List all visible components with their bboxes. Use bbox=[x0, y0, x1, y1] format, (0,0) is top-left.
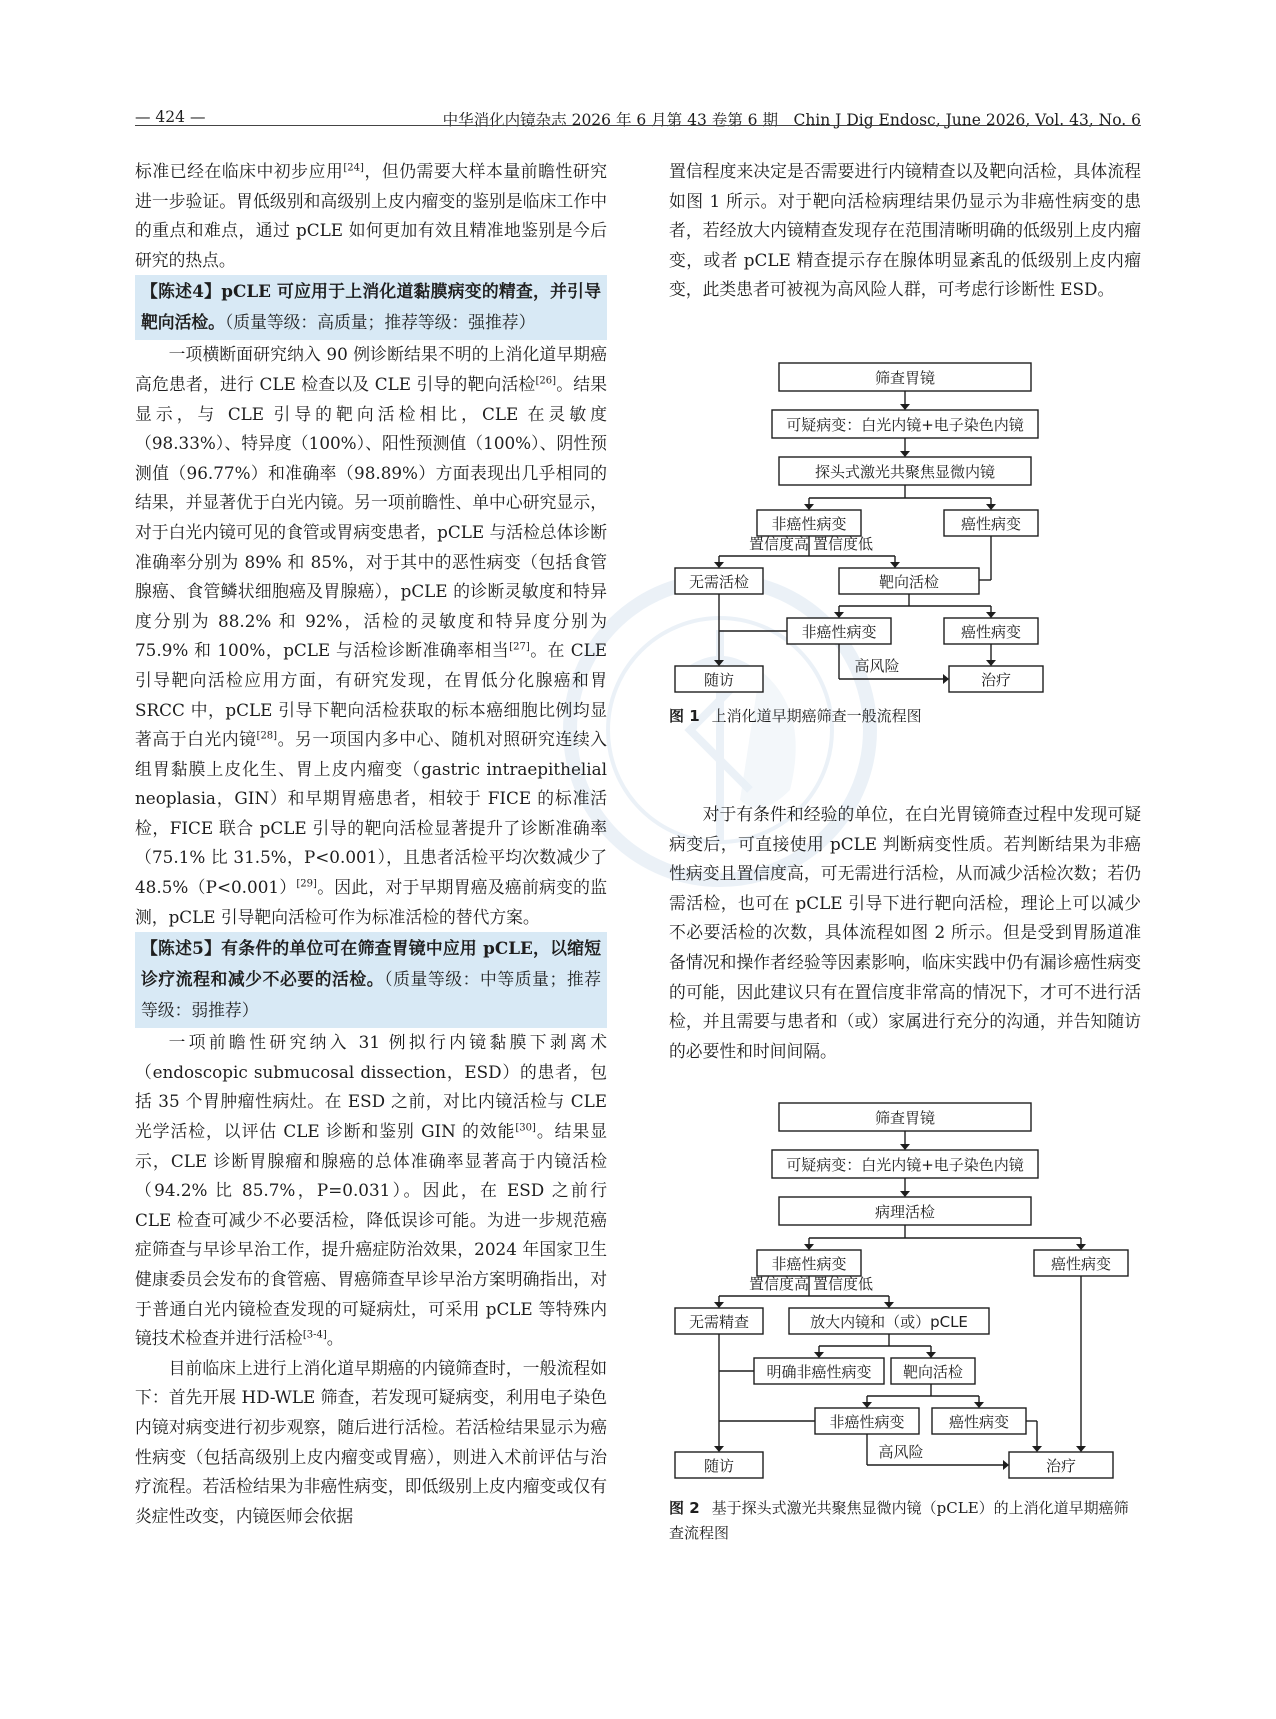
paragraph-statement-4-evidence: 一项横断面研究纳入 90 例诊断结果不明的上消化道早期癌高危患者，进行 CLE 检查以及 CLE 引导的靶向活检[26]。结果显示，与 CLE 引导的靶向活检相比，CLE 在灵敏度（98.33%）、特异度（100%）、阳性预测值（100%）、阴性预测值（96.77%）和准确率（98.89%）方面表现出几乎相同的结果，并显著优于白光内镜。另一项前瞻性、单中心研究显示，对于白光内镜可见的食管或胃病变患者，pCLE 与活检总体诊断准确率分别为 89% 和 85%，对于其中的恶性病变（包括食管腺癌、食管鳞状细胞癌及胃腺癌），pCLE 的诊断灵敏度和特异度分别为 88.2% 和 92%，活检的灵敏度和特异度分别为 75.9% 和 100%，pCLE 与活检诊断准确率相当[27]。在 CLE 引导靶向活检应用方面，有研究发现，在胃低分化腺癌和胃 SRCC 中，pCLE 引导下靶向活检获取的标本癌细胞比例均显著高于白光内镜[28]。另一项国内多中心、随机对照研究连续入组胃黏膜上皮化生、胃上皮内瘤变（gastric intraepithelial neoplasia，GIN）和早期胃癌患者，相较于 FICE 的标准活检，FICE 联合 pCLE 引导的靶向活检显著提升了诊断准确率（75.1% 比 31.5%，P<0.001），且患者活检平均次数减少了 48.5%（P<0.001）[29]。因此，对于早期胃癌及癌前病变的监测，pCLE 引导靶向活检可作为标准活检的替代方案。 bbox=[135, 344, 608, 927]
fig2-text-target-biopsy: 靶向活检 bbox=[902, 1363, 964, 1381]
fig2-text-pathology: 病理活检 bbox=[874, 1203, 936, 1221]
figure-2-caption bbox=[669, 1496, 1141, 1546]
statement-5-title: 【陈述5】有条件的单位可在筛查胃镜中应用 pCLE，以缩短诊疗流程和减少不必要的活检。 bbox=[141, 938, 601, 990]
fig1-text-noncancer-2: 非癌性病变 bbox=[801, 623, 877, 641]
figure-1-title: 上消化道早期癌筛查一般流程图 bbox=[711, 707, 922, 725]
fig1-text-suspect: 可疑病变：白光内镜+电子染色内镜 bbox=[786, 416, 1024, 434]
statement-4-grade: （质量等级：高质量；推荐等级：强推荐） bbox=[224, 312, 536, 333]
fig2-text-treat: 治疗 bbox=[1045, 1457, 1077, 1475]
fig2-label-low-confidence: 置信度低 bbox=[812, 1275, 874, 1293]
fig1-label-high-confidence: 置信度高 bbox=[748, 535, 810, 553]
fig2-text-noncancer-2: 非癌性病变 bbox=[829, 1413, 905, 1431]
fig2-text-noncancer: 非癌性病变 bbox=[771, 1255, 847, 1273]
fig1-text-cancer-2: 癌性病变 bbox=[960, 623, 1022, 641]
page-number: — 424 — bbox=[135, 108, 206, 126]
fig2-text-no-exam: 无需精查 bbox=[688, 1313, 750, 1331]
fig1-text-pcle: 探头式激光共聚焦显微内镜 bbox=[814, 463, 996, 481]
figure-2 bbox=[669, 1100, 1141, 1560]
left-column bbox=[135, 157, 607, 1531]
paragraph-flow-description: 置信程度来决定是否需要进行内镜精查以及靶向活检，具体流程如图 1 所示。对于靶向活检病理结果仍显示为非癌性病变的患者，若经放大内镜精查发现存在范围清晰明确的低级别上皮内瘤变，或者 pCLE 精查提示存在腺体明显紊乱的低级别上皮内瘤变，此类患者可被视为高风险人群，可考虑行诊断性 ESD。 bbox=[669, 161, 1141, 300]
right-column-middle bbox=[669, 800, 1141, 1066]
paragraph-continuation: 标准已经在临床中初步应用[24]，但仍需要大样本量前瞻性研究进一步验证。胃低级别和高级别上皮内瘤变的鉴别是临床工作中的重点和难点，通过 pCLE 如何更加有效且精准地鉴别是今后研究的热点。 bbox=[135, 161, 607, 270]
running-header bbox=[0, 108, 1276, 132]
fig2-text-clear-noncancer: 明确非癌性病变 bbox=[766, 1363, 872, 1381]
fig2-text-cancer: 癌性病变 bbox=[1050, 1255, 1112, 1273]
fig1-text-target-biopsy: 靶向活检 bbox=[878, 573, 940, 591]
journal-citation: 中华消化内镜杂志 2026 年 6 月第 43 卷第 6 期 Chin J Dig Endosc, June 2026, Vol. 43, No. 6 bbox=[442, 111, 1141, 129]
figure-1-flowchart bbox=[669, 360, 1141, 700]
fig2-text-followup: 随访 bbox=[703, 1457, 735, 1475]
statement-5-grade: （质量等级：中等质量；推荐等级：弱推荐） bbox=[141, 969, 601, 1021]
header-rule bbox=[135, 125, 1141, 126]
paragraph-screening-process: 目前临床上进行上消化道早期癌的内镜筛查时，一般流程如下：首先开展 HD-WLE 筛查，若发现可疑病变，利用电子染色内镜对病变进行初步观察，随后进行活检。若活检结果显示为癌性病变（包括高级别上皮内瘤变或胃癌），则进入术前评估与治疗流程。若活检结果为非癌性病变，即低级别上皮内瘤变或仅有炎症性改变，内镜医师会依据 bbox=[135, 1357, 607, 1526]
fig1-text-treat: 治疗 bbox=[980, 671, 1012, 689]
fig1-text-followup: 随访 bbox=[703, 671, 735, 689]
right-column-top bbox=[669, 157, 1141, 305]
fig1-label-low-confidence: 置信度低 bbox=[812, 535, 874, 553]
figure-1-number: 图 1 bbox=[669, 707, 700, 725]
figure-2-number: 图 2 bbox=[669, 1499, 700, 1517]
fig2-text-screening: 筛查胃镜 bbox=[874, 1109, 936, 1127]
paragraph-figure-2-description: 对于有条件和经验的单位，在白光胃镜筛查过程中发现可疑病变后，可直接使用 pCLE 判断病变性质。若判断结果为非癌性病变且置信度高，可无需进行活检，从而减少活检次数；若仍需活检，也可在 pCLE 引导下进行靶向活检，理论上可以减少不必要活检的次数，具体流程如图 2 所示。但是受到胃肠道准备情况和操作者经验等因素影响，临床实践中仍有漏诊癌性病变的可能，因此建议只有在置信度非常高的情况下，才可不进行活检，并且需要与患者和（或）家属进行充分的沟通，并告知随访的必要性和时间间隔。 bbox=[669, 804, 1141, 1061]
fig1-text-no-biopsy: 无需活检 bbox=[688, 573, 750, 591]
fig2-label-high-risk: 高风险 bbox=[878, 1443, 924, 1461]
fig2-text-cancer-2: 癌性病变 bbox=[948, 1413, 1010, 1431]
fig1-text-noncancer: 非癌性病变 bbox=[771, 515, 847, 533]
fig1-text-cancer: 癌性病变 bbox=[960, 515, 1022, 533]
fig1-label-high-risk: 高风险 bbox=[854, 657, 900, 675]
statement-5-box bbox=[135, 932, 607, 1028]
paragraph-statement-5-evidence: 一项前瞻性研究纳入 31 例拟行内镜黏膜下剥离术（endoscopic submucosal dissection，ESD）的患者，包括 35 个胃肿瘤性病灶。在 ESD 之前，对比内镜活检与 CLE 光学活检，以评估 CLE 诊断和鉴别 GIN 的效能[30]。结果显示，CLE 诊断胃腺瘤和腺癌的总体准确率显著高于内镜活检（94.2% 比 85.7%，P=0.031）。因此，在 ESD 之前行 CLE 检查可减少不必要活检，降低误诊可能。为进一步规范癌症筛查与早诊早治工作，提升癌症防治效果，2024 年国家卫生健康委员会发布的食管癌、胃癌筛查早诊早治方案明确指出，对于普通白光内镜检查发现的可疑病灶，可采用 pCLE 等特殊内镜技术检查并进行活检[3-4]。 bbox=[135, 1032, 607, 1349]
figure-1 bbox=[669, 360, 1141, 729]
figure-2-title: 基于探头式激光共聚焦显微内镜（pCLE）的上消化道早期癌筛查流程图 bbox=[669, 1499, 1129, 1542]
figure-2-flowchart bbox=[669, 1100, 1141, 1560]
statement-4-box bbox=[135, 275, 607, 340]
figure-1-caption bbox=[669, 704, 1141, 729]
fig1-text-screening: 筛查胃镜 bbox=[874, 369, 936, 387]
fig2-text-suspect: 可疑病变：白光内镜+电子染色内镜 bbox=[786, 1156, 1024, 1174]
statement-4-title: 【陈述4】pCLE 可应用于上消化道黏膜病变的精查，并引导靶向活检。 bbox=[141, 281, 601, 333]
fig2-text-magnify-pcle: 放大内镜和（或）pCLE bbox=[810, 1313, 968, 1331]
fig2-label-high-confidence: 置信度高 bbox=[748, 1275, 810, 1293]
